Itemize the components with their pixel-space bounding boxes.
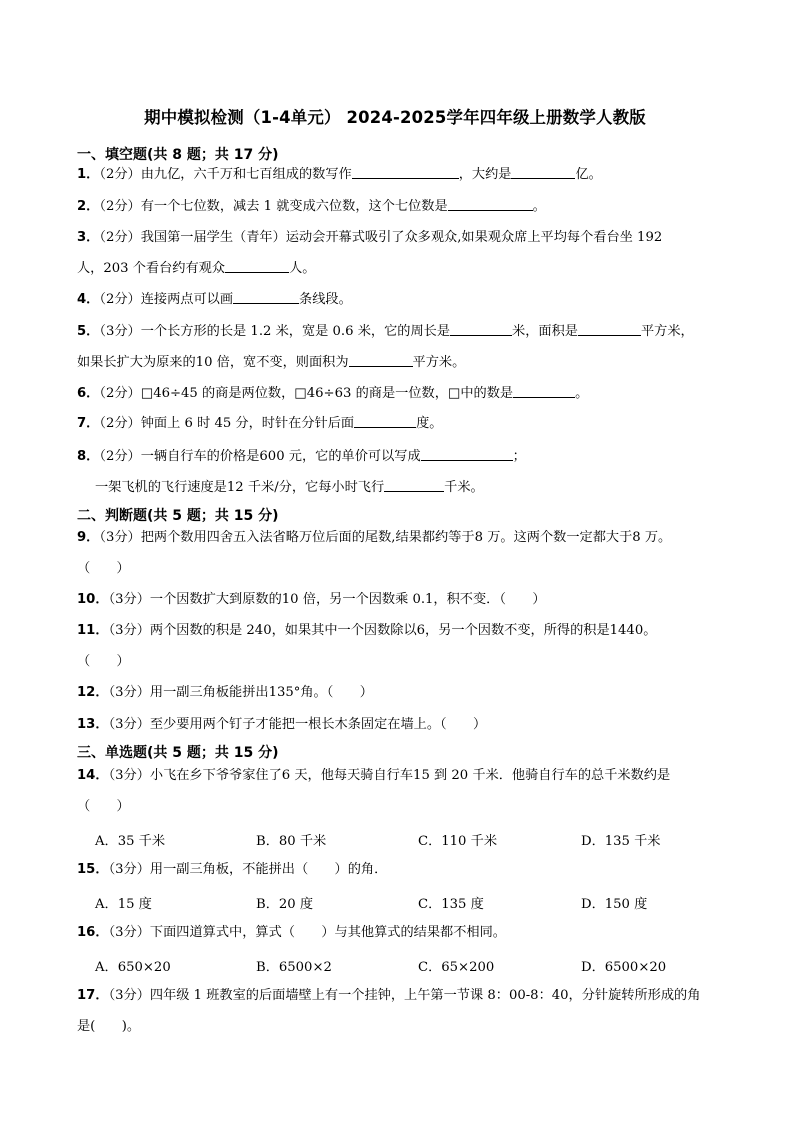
question-points: （3分） [108,862,150,877]
question-points: （2分） [99,449,141,464]
answer-blank[interactable] [349,353,413,367]
section-heading-choice: 三、单选题(共 5 题；共 15 分) [77,745,279,761]
option-a[interactable]: A．650×20 [95,960,171,975]
question-number: 13． [77,717,109,732]
question-number: 12． [77,685,109,700]
question-1: 1．（2分）由九亿，六千万和七百组成的数写作 ，大约是 亿。 [77,167,602,182]
question-number: 2． [77,199,100,214]
answer-blank[interactable] [354,414,416,428]
question-points: （2分） [99,199,141,214]
question-7: 7．（2分）钟面上 6 时 45 分，时针在分针后面 度。 [77,416,443,431]
option-a[interactable]: A．15 度 [95,897,152,912]
question-number: 5． [77,324,100,339]
answer-blank[interactable] [578,322,641,336]
question-11: 11．（3分）两个因数的积是 240，如果其中一个因数除以6，另一个因数不变，所得的积是1440。 [77,623,657,638]
question-number: 15． [77,862,109,877]
question-8-cont: 一架飞机的飞行速度是12 千米/分，它每小时飞行 千米。 [95,480,484,495]
option-c[interactable]: C．65×200 [418,960,495,975]
question-17: 17．（3分）四年级 1 班教室的后面墙壁上有一个挂钟，上午第一节课 8：00-8：40，分针旋转所形成的角 [77,988,701,1003]
question-number: 11． [77,623,109,638]
question-17-cont: 是( )。 [77,1019,141,1034]
question-10: 10．（3分）一个因数扩大到原数的10 倍，另一个因数乘 0.1，积不变．（ ） [77,592,546,607]
question-points: （3分） [108,623,150,638]
option-b[interactable]: B．80 千米 [256,834,327,849]
question-number: 7． [77,416,100,431]
question-number: 3． [77,230,100,245]
question-9: 9．（3分）把两个数用四舍五入法省略万位后面的尾数,结果都约等于8 万。这两个数一定都大于8 万。 [77,530,672,545]
option-b[interactable]: B．6500×2 [256,960,332,975]
question-8: 8．（2分）一辆自行车的价格是600 元，它的单价可以写成 ； [77,449,526,464]
option-b[interactable]: B．20 度 [256,897,314,912]
question-points: （2分） [99,230,141,245]
answer-blank[interactable] [384,478,444,492]
question-points: （3分） [108,925,150,940]
question-number: 14． [77,768,109,783]
option-d[interactable]: D．150 度 [581,897,648,912]
question-points: （3分） [108,988,150,1003]
answer-parens[interactable]: （ ） [77,799,130,814]
section-heading-fill: 一、填空题(共 8 题；共 17 分) [77,147,279,163]
question-number: 10． [77,592,109,607]
answer-blank[interactable] [352,165,459,179]
section-heading-judge: 二、判断题(共 5 题；共 15 分) [77,508,279,524]
question-number: 4． [77,292,100,307]
option-c[interactable]: C．110 千米 [418,834,498,849]
answer-blank[interactable] [448,197,533,211]
question-3-cont: 人，203 个看台约有观众 人。 [77,261,316,276]
question-number: 8． [77,449,100,464]
question-points: （3分） [99,530,141,545]
answer-blank[interactable] [513,384,575,398]
question-points: （2分） [99,416,141,431]
question-points: （3分） [108,768,150,783]
question-14: 14．（3分）小飞在乡下爷爷家住了6 天，他每天骑自行车15 到 20 千米．他骑自行车的总千米数约是 [77,768,671,783]
page-title: 期中模拟检测（1-4单元） 2024-2025学年四年级上册数学人教版 [144,108,646,127]
question-number: 17． [77,988,109,1003]
question-points: （2分） [99,292,141,307]
question-5: 5．（3分）一个长方形的长是 1.2 米，宽是 0.6 米，它的周长是 米，面积是 平方米， [77,324,694,339]
question-6: 6．（2分）□46÷45 的商是两位数，□46÷63 的商是一位数，□中的数是 。 [77,386,589,401]
question-number: 6． [77,386,100,401]
answer-blank[interactable] [511,165,575,179]
question-points: （3分） [99,324,141,339]
answer-blank[interactable] [421,447,513,461]
answer-parens[interactable]: （ ） [77,561,130,576]
question-points: （3分） [108,592,150,607]
option-c[interactable]: C．135 度 [418,897,484,912]
question-number: 16． [77,925,109,940]
question-points: （2分） [99,386,141,401]
answer-blank[interactable] [450,322,512,336]
answer-blank[interactable] [225,259,289,273]
question-16: 16．（3分）下面四道算式中，算式（ ）与其他算式的结果都不相同。 [77,925,506,940]
option-d[interactable]: D．135 千米 [581,834,661,849]
question-points: （2分） [99,167,141,182]
question-13: 13．（3分）至少要用两个钉子才能把一根长木条固定在墙上。（ ） [77,717,487,732]
question-4: 4．（2分）连接两点可以画 条线段。 [77,292,352,307]
question-number: 9． [77,530,100,545]
question-points: （3分） [108,685,150,700]
question-points: （3分） [108,717,150,732]
question-15: 15．（3分）用一副三角板，不能拼出（ ）的角． [77,862,388,877]
question-2: 2．（2分）有一个七位数，减去 1 就变成六位数，这个七位数是 。 [77,199,546,214]
answer-parens[interactable]: （ ） [77,654,130,669]
question-5-cont: 如果长扩大为原来的10 倍，宽不变，则面积为 平方米。 [77,355,466,370]
option-a[interactable]: A．35 千米 [95,834,166,849]
question-12: 12．（3分）用一副三角板能拼出135°角。（ ） [77,685,373,700]
option-d[interactable]: D．6500×20 [581,960,667,975]
answer-blank[interactable] [233,290,299,304]
question-3: 3．（2分）我国第一届学生（青年）运动会开幕式吸引了众多观众,如果观众席上平均每个看台坐 192 [77,230,663,245]
question-number: 1． [77,167,100,182]
